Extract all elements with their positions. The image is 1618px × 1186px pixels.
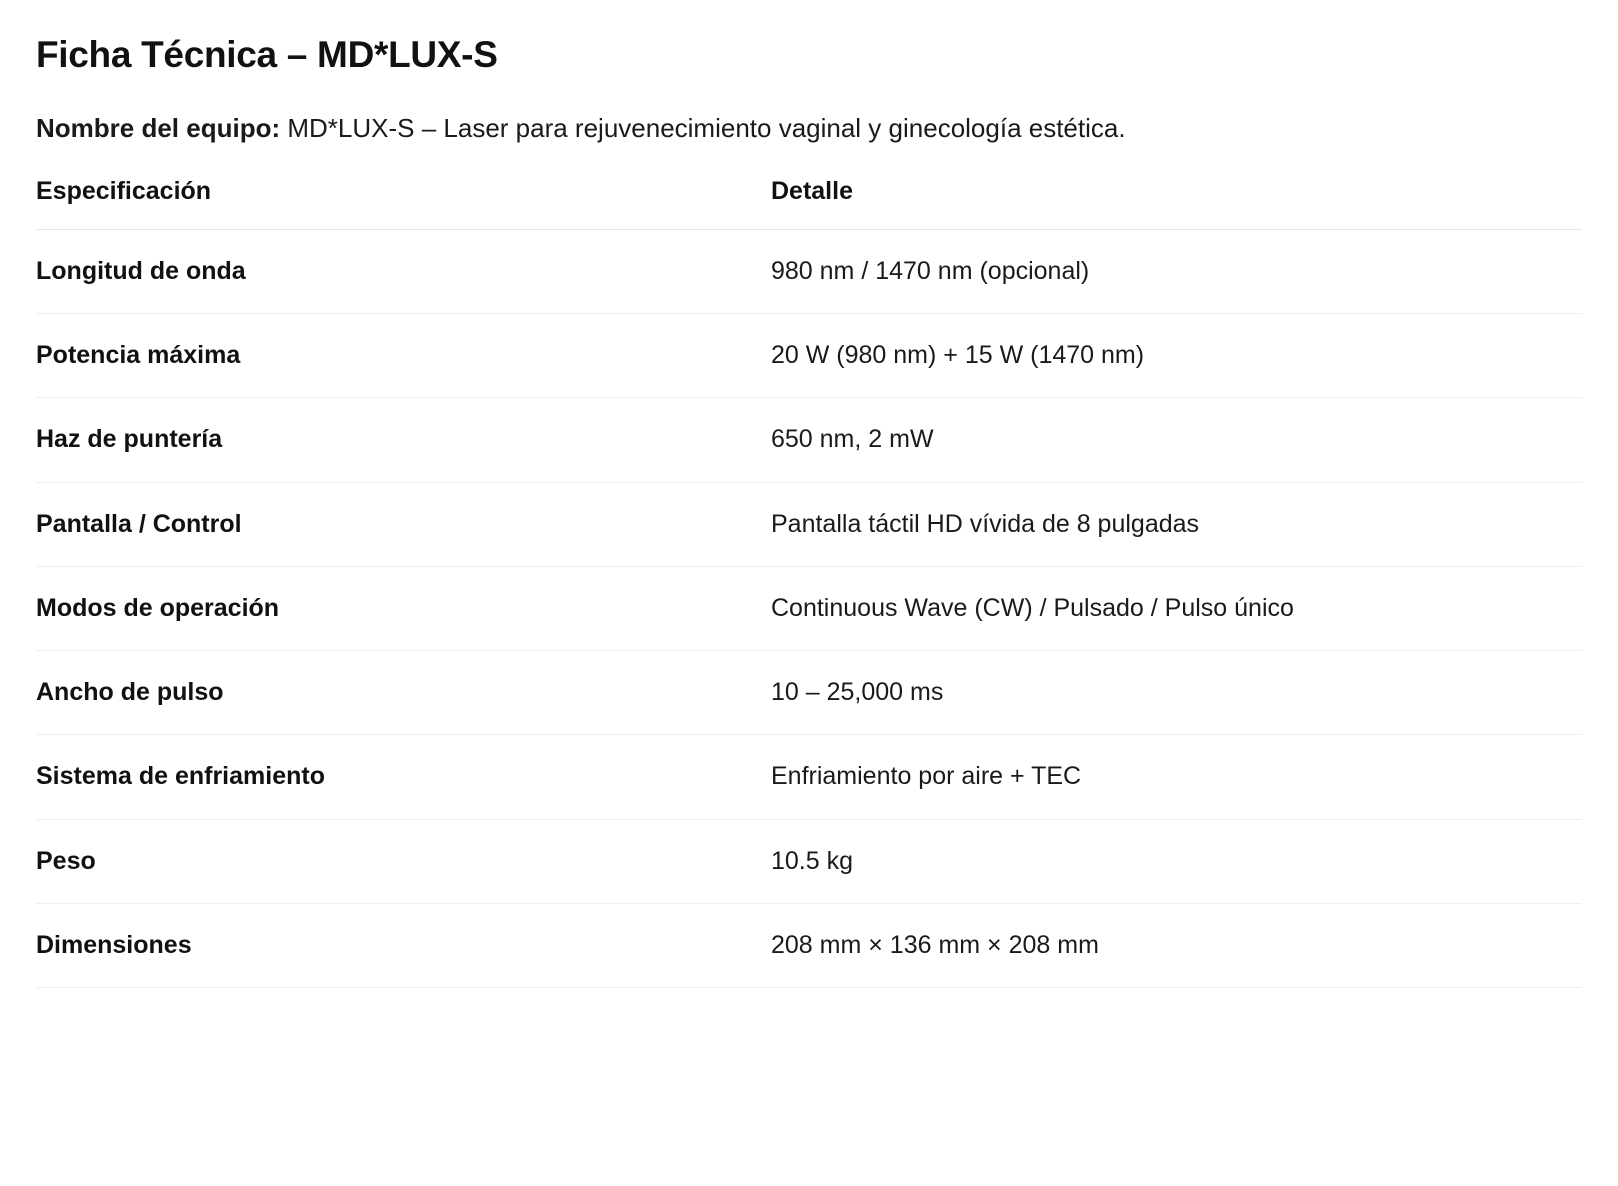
table-header — [36, 176, 1582, 230]
spec-label: Ancho de pulso — [36, 678, 224, 707]
equipment-name-value: MD*LUX-S – Laser para rejuvenecimiento vaginal y ginecología estética. — [287, 112, 1126, 143]
table-row — [36, 819, 1582, 903]
spec-value: 208 mm × 136 mm × 208 mm — [771, 930, 1099, 959]
spec-value: Pantalla táctil HD vívida de 8 pulgadas — [771, 509, 1200, 538]
spec-label: Potencia máxima — [36, 341, 241, 370]
table-row — [36, 229, 1582, 313]
spec-value: 10 – 25,000 ms — [771, 678, 944, 707]
spec-value: Enfriamiento por aire + TEC — [771, 762, 1082, 791]
spec-label: Pantalla / Control — [36, 509, 242, 538]
table-row — [36, 398, 1582, 482]
spec-label: Sistema de enfriamiento — [36, 762, 325, 791]
table-row — [36, 566, 1582, 650]
spec-label: Peso — [36, 846, 96, 875]
spec-value: Continuous Wave (CW) / Pulsado / Pulso único — [771, 593, 1294, 622]
column-header-specification: Especificación — [36, 176, 212, 205]
spec-value: 650 nm, 2 mW — [771, 425, 934, 454]
table-row — [36, 314, 1582, 398]
spec-value: 10.5 kg — [771, 846, 854, 875]
equipment-name-label: Nombre del equipo: — [36, 112, 281, 143]
table-header-row — [36, 176, 1582, 230]
spec-value: 20 W (980 nm) + 15 W (1470 nm) — [771, 341, 1145, 370]
table-row — [36, 651, 1582, 735]
equipment-name-line — [36, 111, 1582, 146]
spec-label: Dimensiones — [36, 930, 192, 959]
spec-label: Longitud de onda — [36, 256, 246, 285]
specifications-table — [36, 176, 1582, 989]
spec-value: 980 nm / 1470 nm (opcional) — [771, 256, 1090, 285]
table-row — [36, 482, 1582, 566]
column-header-detail: Detalle — [771, 176, 853, 205]
table-row — [36, 735, 1582, 819]
table-body — [36, 229, 1582, 987]
table-row — [36, 903, 1582, 987]
spec-label: Modos de operación — [36, 593, 280, 622]
page-title: Ficha Técnica – MD*LUX-S — [36, 34, 498, 75]
spec-label: Haz de puntería — [36, 425, 223, 454]
